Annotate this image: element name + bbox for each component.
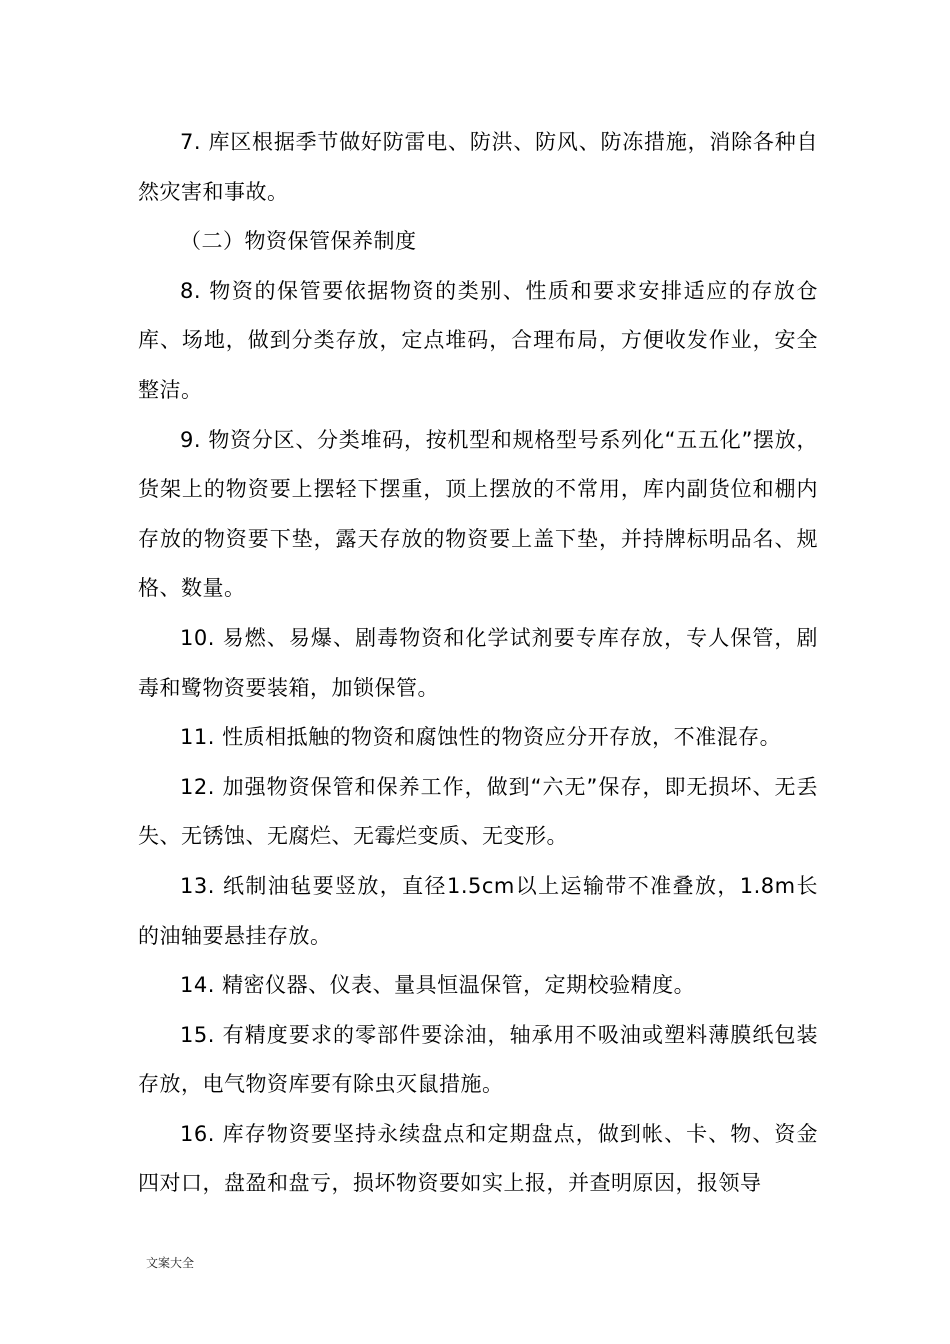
paragraph-7: 7. 库区根据季节做好防雷电、防洪、防风、防冻措施，消除各种自然灾害和事故。 <box>138 130 818 204</box>
paragraph-8: 8. 物资的保管要依据物资的类别、性质和要求安排适应的存放仓库、场地，做到分类存放，定点堆码，合理布局，方便收发作业，安全整洁。 <box>138 278 818 402</box>
paragraph-13: 13. 纸制油毡要竖放，直径1.5cm以上运输带不准叠放，1.8m长的油轴要悬挂存放。 <box>138 873 818 948</box>
paragraph-11: 11. 性质相抵触的物资和腐蚀性的物资应分开存放，不准混存。 <box>180 725 782 750</box>
paragraph-15: 15. 有精度要求的零部件要涂油，轴承用不吸油或塑料薄膜纸包装存放，电气物资库要有除虫灭鼠措施。 <box>138 1022 818 1097</box>
paragraph-14: 14. 精密仪器、仪表、量具恒温保管，定期校验精度。 <box>180 973 696 998</box>
paragraph-12: 12. 加强物资保管和保养工作，做到“六无”保存，即无损坏、无丢失、无锈蚀、无腐烂、无霉烂变质、无变形。 <box>138 774 818 849</box>
document-body <box>138 118 818 1209</box>
section-heading: （二）物资保管保养制度 <box>180 229 417 254</box>
paragraph-10: 10. 易燃、易爆、剧毒物资和化学试剂要专库存放，专人保管，剧毒和鹭物资要装箱，加锁保管。 <box>138 625 818 700</box>
paragraph-9: 9. 物资分区、分类堆码，按机型和规格型号系列化“五五化”摆放，货架上的物资要上摆轻下摆重，顶上摆放的不常用，库内副货位和棚内存放的物资要下垫，露天存放的物资要上盖下垫，并持牌标明品名、规格、数量。 <box>138 427 818 601</box>
paragraph-16: 16. 库存物资要坚持永续盘点和定期盘点，做到帐、卡、物、资金四对口，盘盈和盘亏，损坏物资要如实上报，并查明原因，报领导 <box>138 1121 818 1196</box>
footer-text: 文案大全 <box>146 1256 195 1270</box>
